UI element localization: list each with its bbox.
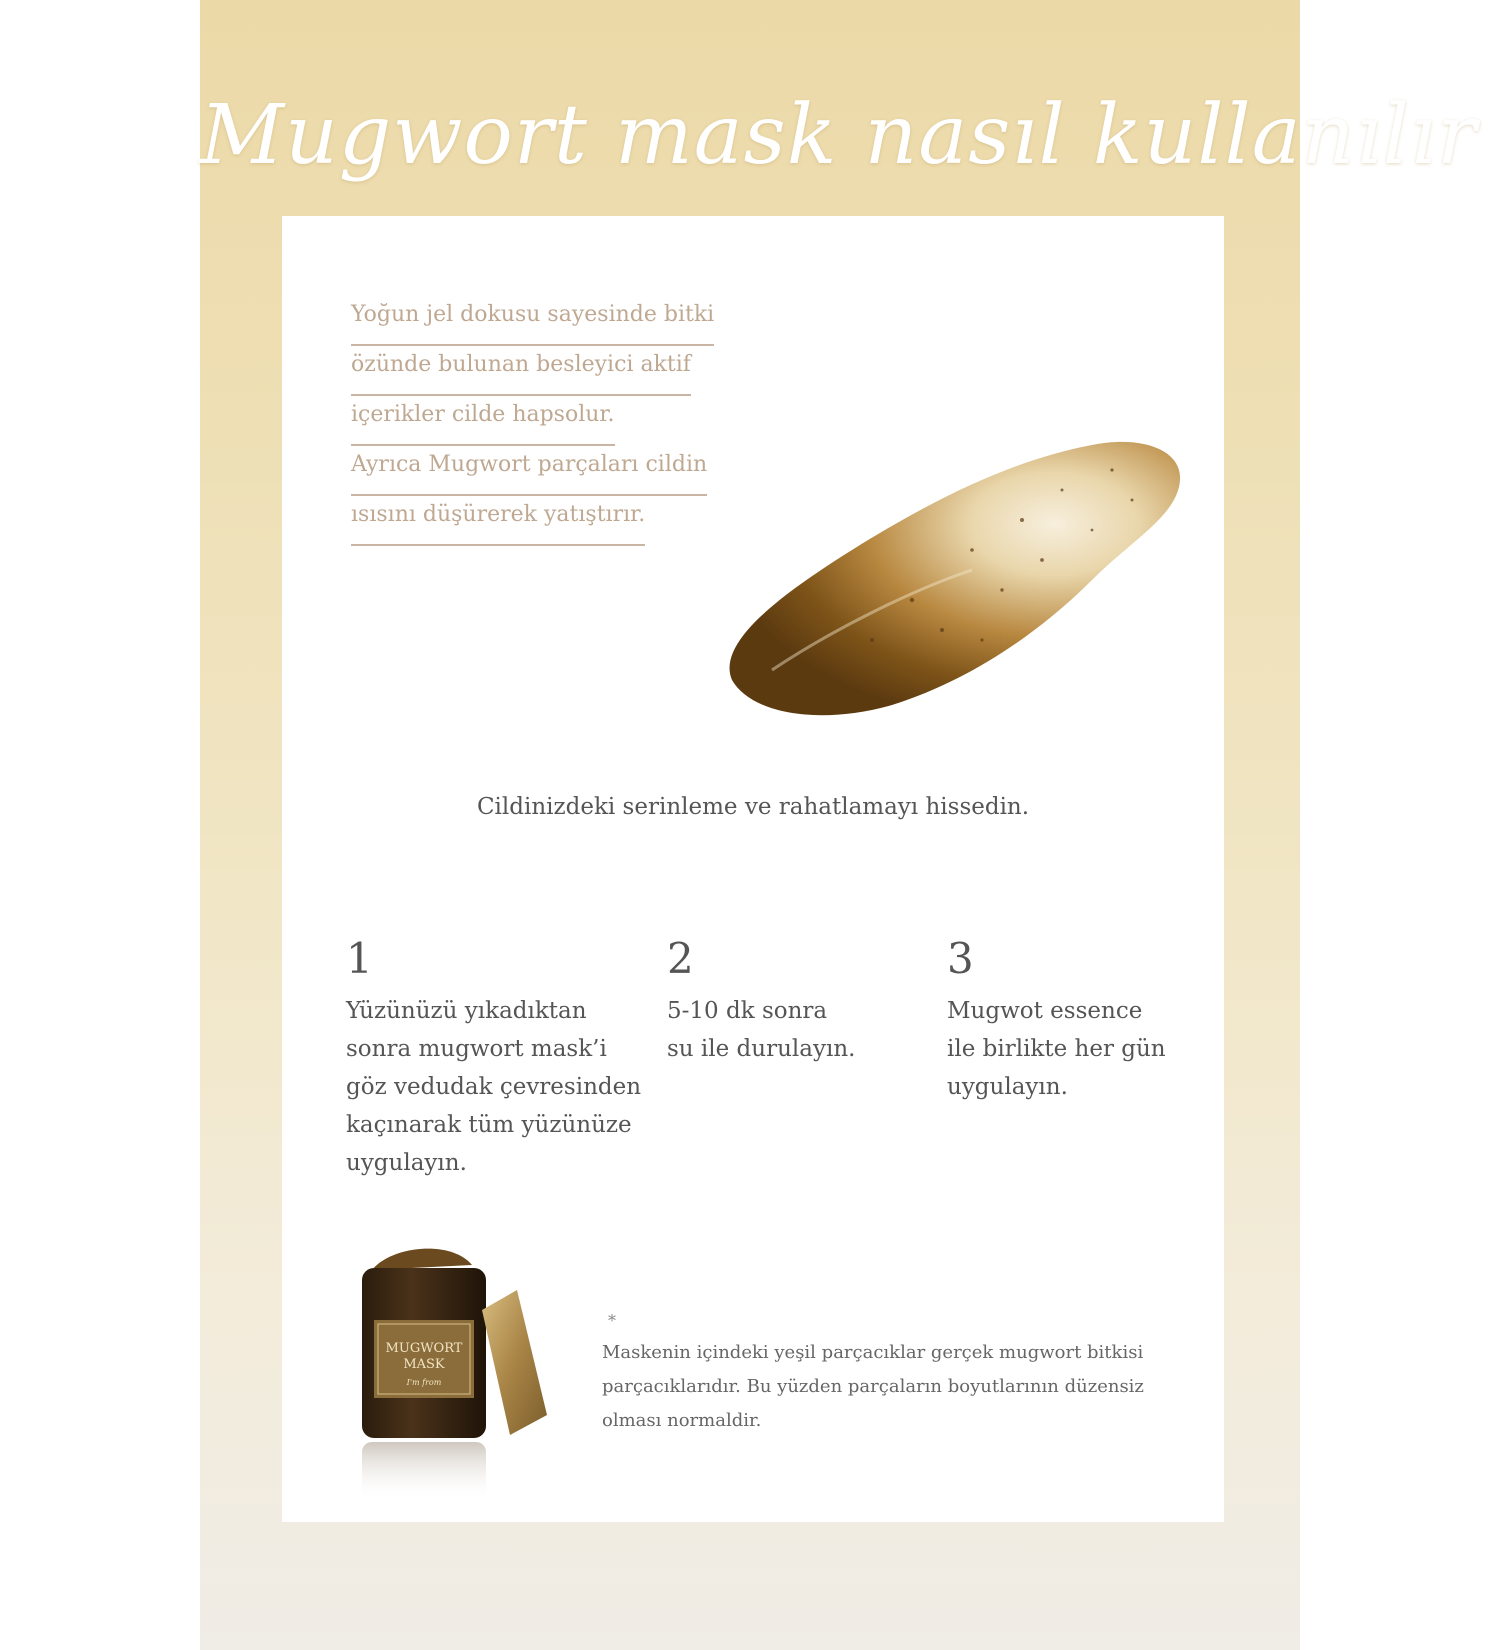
step-text: 5-10 dk sonra su ile durulayın. <box>667 998 856 1062</box>
intro-line: Yoğun jel dokusu sayesinde bitki <box>351 296 714 346</box>
footnote-marker: * <box>608 1311 616 1330</box>
tagline: Cildinizdeki serinleme ve rahatlamayı hissedin. <box>476 794 1030 820</box>
intro-line: özünde bulunan besleyici aktif <box>351 346 691 396</box>
step-number: 1 <box>346 934 373 983</box>
step-text: Mugwot essence ile birlikte her gün uygulayın. <box>947 998 1166 1100</box>
intro-paragraph <box>351 296 771 546</box>
step-1 <box>346 926 646 1182</box>
step-number: 2 <box>667 934 694 983</box>
intro-line: Ayrıca Mugwort parçaları cildin <box>351 446 707 496</box>
product-label-line1: MUGWORT <box>385 1341 463 1356</box>
mask-texture-smear-image <box>712 430 1192 720</box>
product-label-line2: MASK <box>403 1357 445 1372</box>
poster-background <box>200 0 1478 1650</box>
step-3 <box>947 926 1187 1106</box>
footnote-text: Maskenin içindeki yeşil parçacıklar gerçek mugwort bitkisi parçacıklarıdır. Bu yüzden parçaların boyutlarının düzensiz olması normaldir. <box>602 1342 1144 1431</box>
step-2 <box>667 926 927 1068</box>
product-brand: I'm from <box>406 1378 442 1387</box>
intro-line: içerikler cilde hapsolur. <box>351 396 615 446</box>
page-title: Mugwort mask nasıl kullanılır <box>200 88 1478 183</box>
content-card <box>282 216 1224 1522</box>
step-text: Yüzünüzü yıkadıktan sonra mugwort mask’i göz vedudak çevresinden kaçınarak tüm yüzünüze uygulayın. <box>346 998 642 1176</box>
step-number: 3 <box>947 934 974 983</box>
footnote <box>602 1306 1162 1438</box>
intro-line: ısısını düşürerek yatıştırır. <box>351 496 645 546</box>
product-jar-image <box>342 1240 562 1510</box>
